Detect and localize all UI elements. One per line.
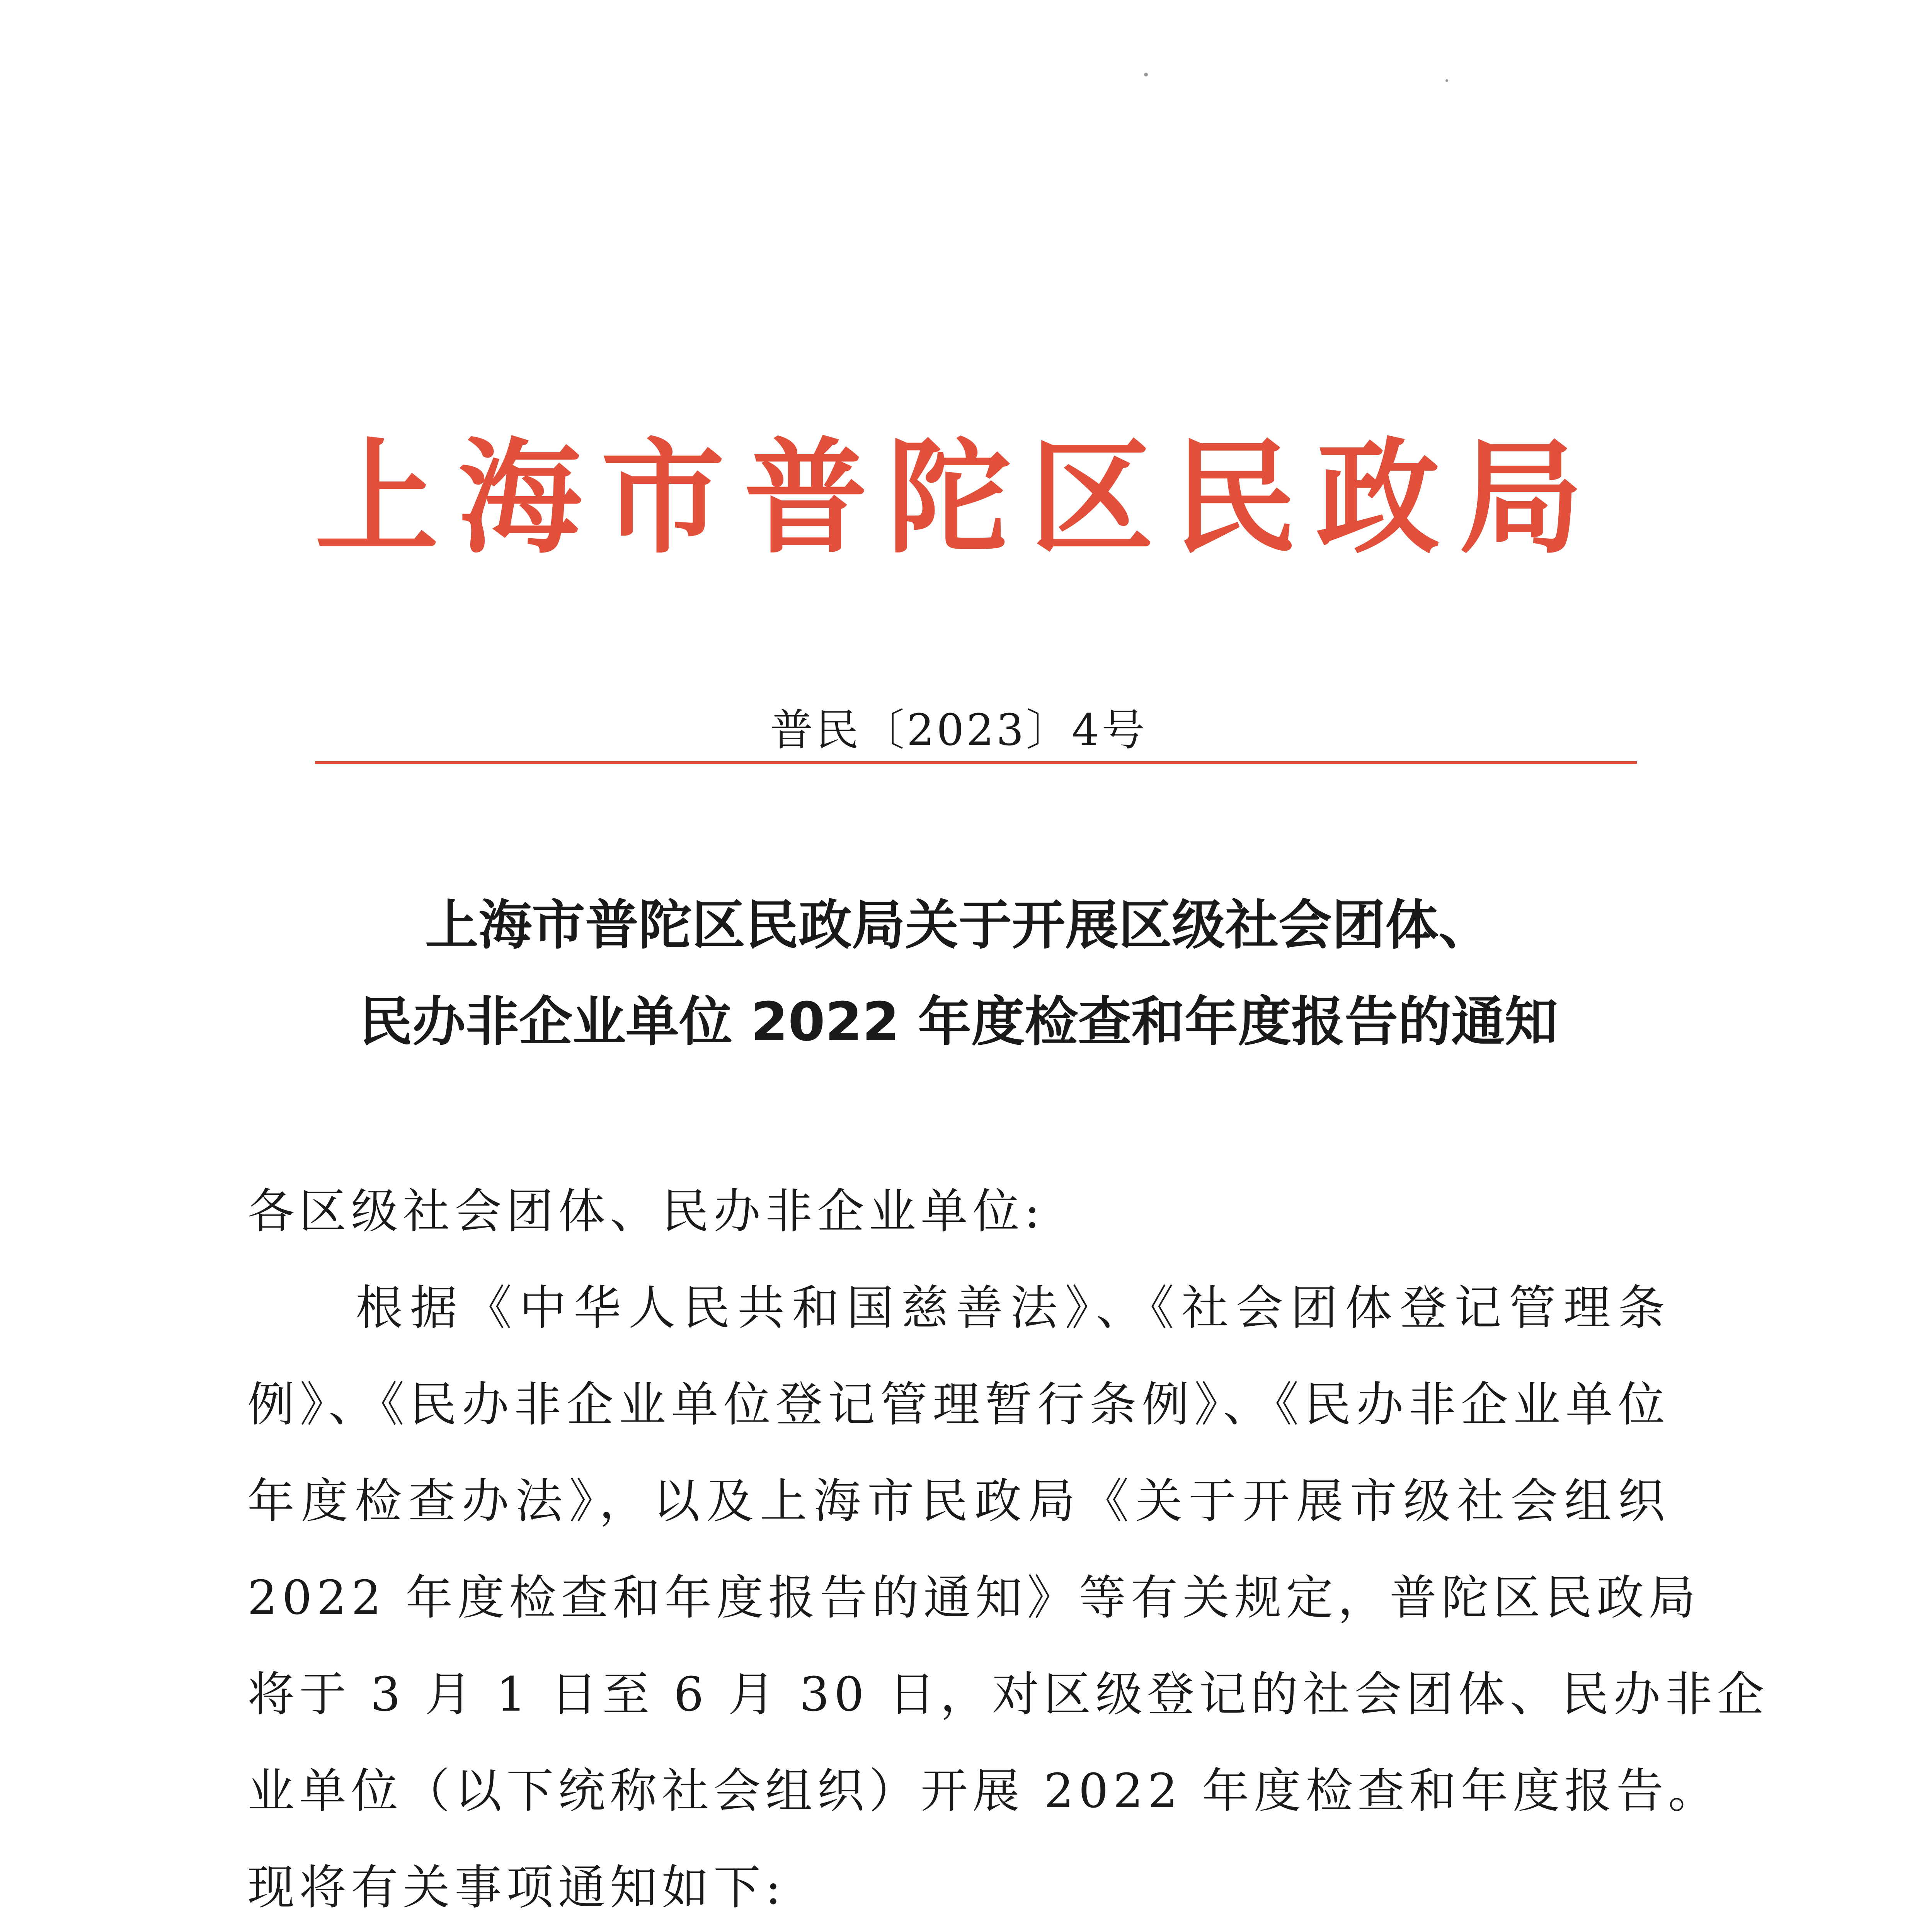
document-title-line-2: 民办非企业单位 2022 年度检查和年度报告的通知	[359, 991, 1558, 1053]
paragraph-line: 现将有关事项通知如下:	[247, 1860, 786, 1915]
paragraph-line: 年度检查办法》，以及上海市民政局《关于开展市级社会组织	[247, 1474, 1670, 1529]
document-title-line-1: 上海市普陀区民政局关于开展区级社会团体、	[425, 894, 1492, 956]
paragraph-intro	[247, 1260, 1769, 1932]
paragraph-line: 2022 年度检查和年度报告的通知》等有关规定，普陀区民政局	[247, 1570, 1701, 1625]
paragraph-line: 将于 3 月 1 日至 6 月 30 日，对区级登记的社会团体、民办非企	[247, 1667, 1769, 1722]
scan-speck	[1144, 73, 1148, 77]
paragraph-line: 根据《中华人民共和国慈善法》、《社会团体登记管理条	[356, 1281, 1670, 1335]
agency-letterhead: 上海市普陀区民政局	[315, 427, 1602, 570]
red-divider-line	[315, 761, 1637, 764]
paragraph-line: 业单位（以下统称社会组织）开展 2022 年度检查和年度报告。	[247, 1764, 1720, 1818]
document-number: 普民〔2023〕4号	[770, 705, 1147, 755]
scan-speck	[1445, 79, 1448, 82]
salutation: 各区级社会团体、民办非企业单位:	[247, 1184, 1045, 1239]
document-title	[0, 877, 1917, 1070]
paragraph-line: 例》、《民办非企业单位登记管理暂行条例》、《民办非企业单位	[247, 1377, 1670, 1432]
